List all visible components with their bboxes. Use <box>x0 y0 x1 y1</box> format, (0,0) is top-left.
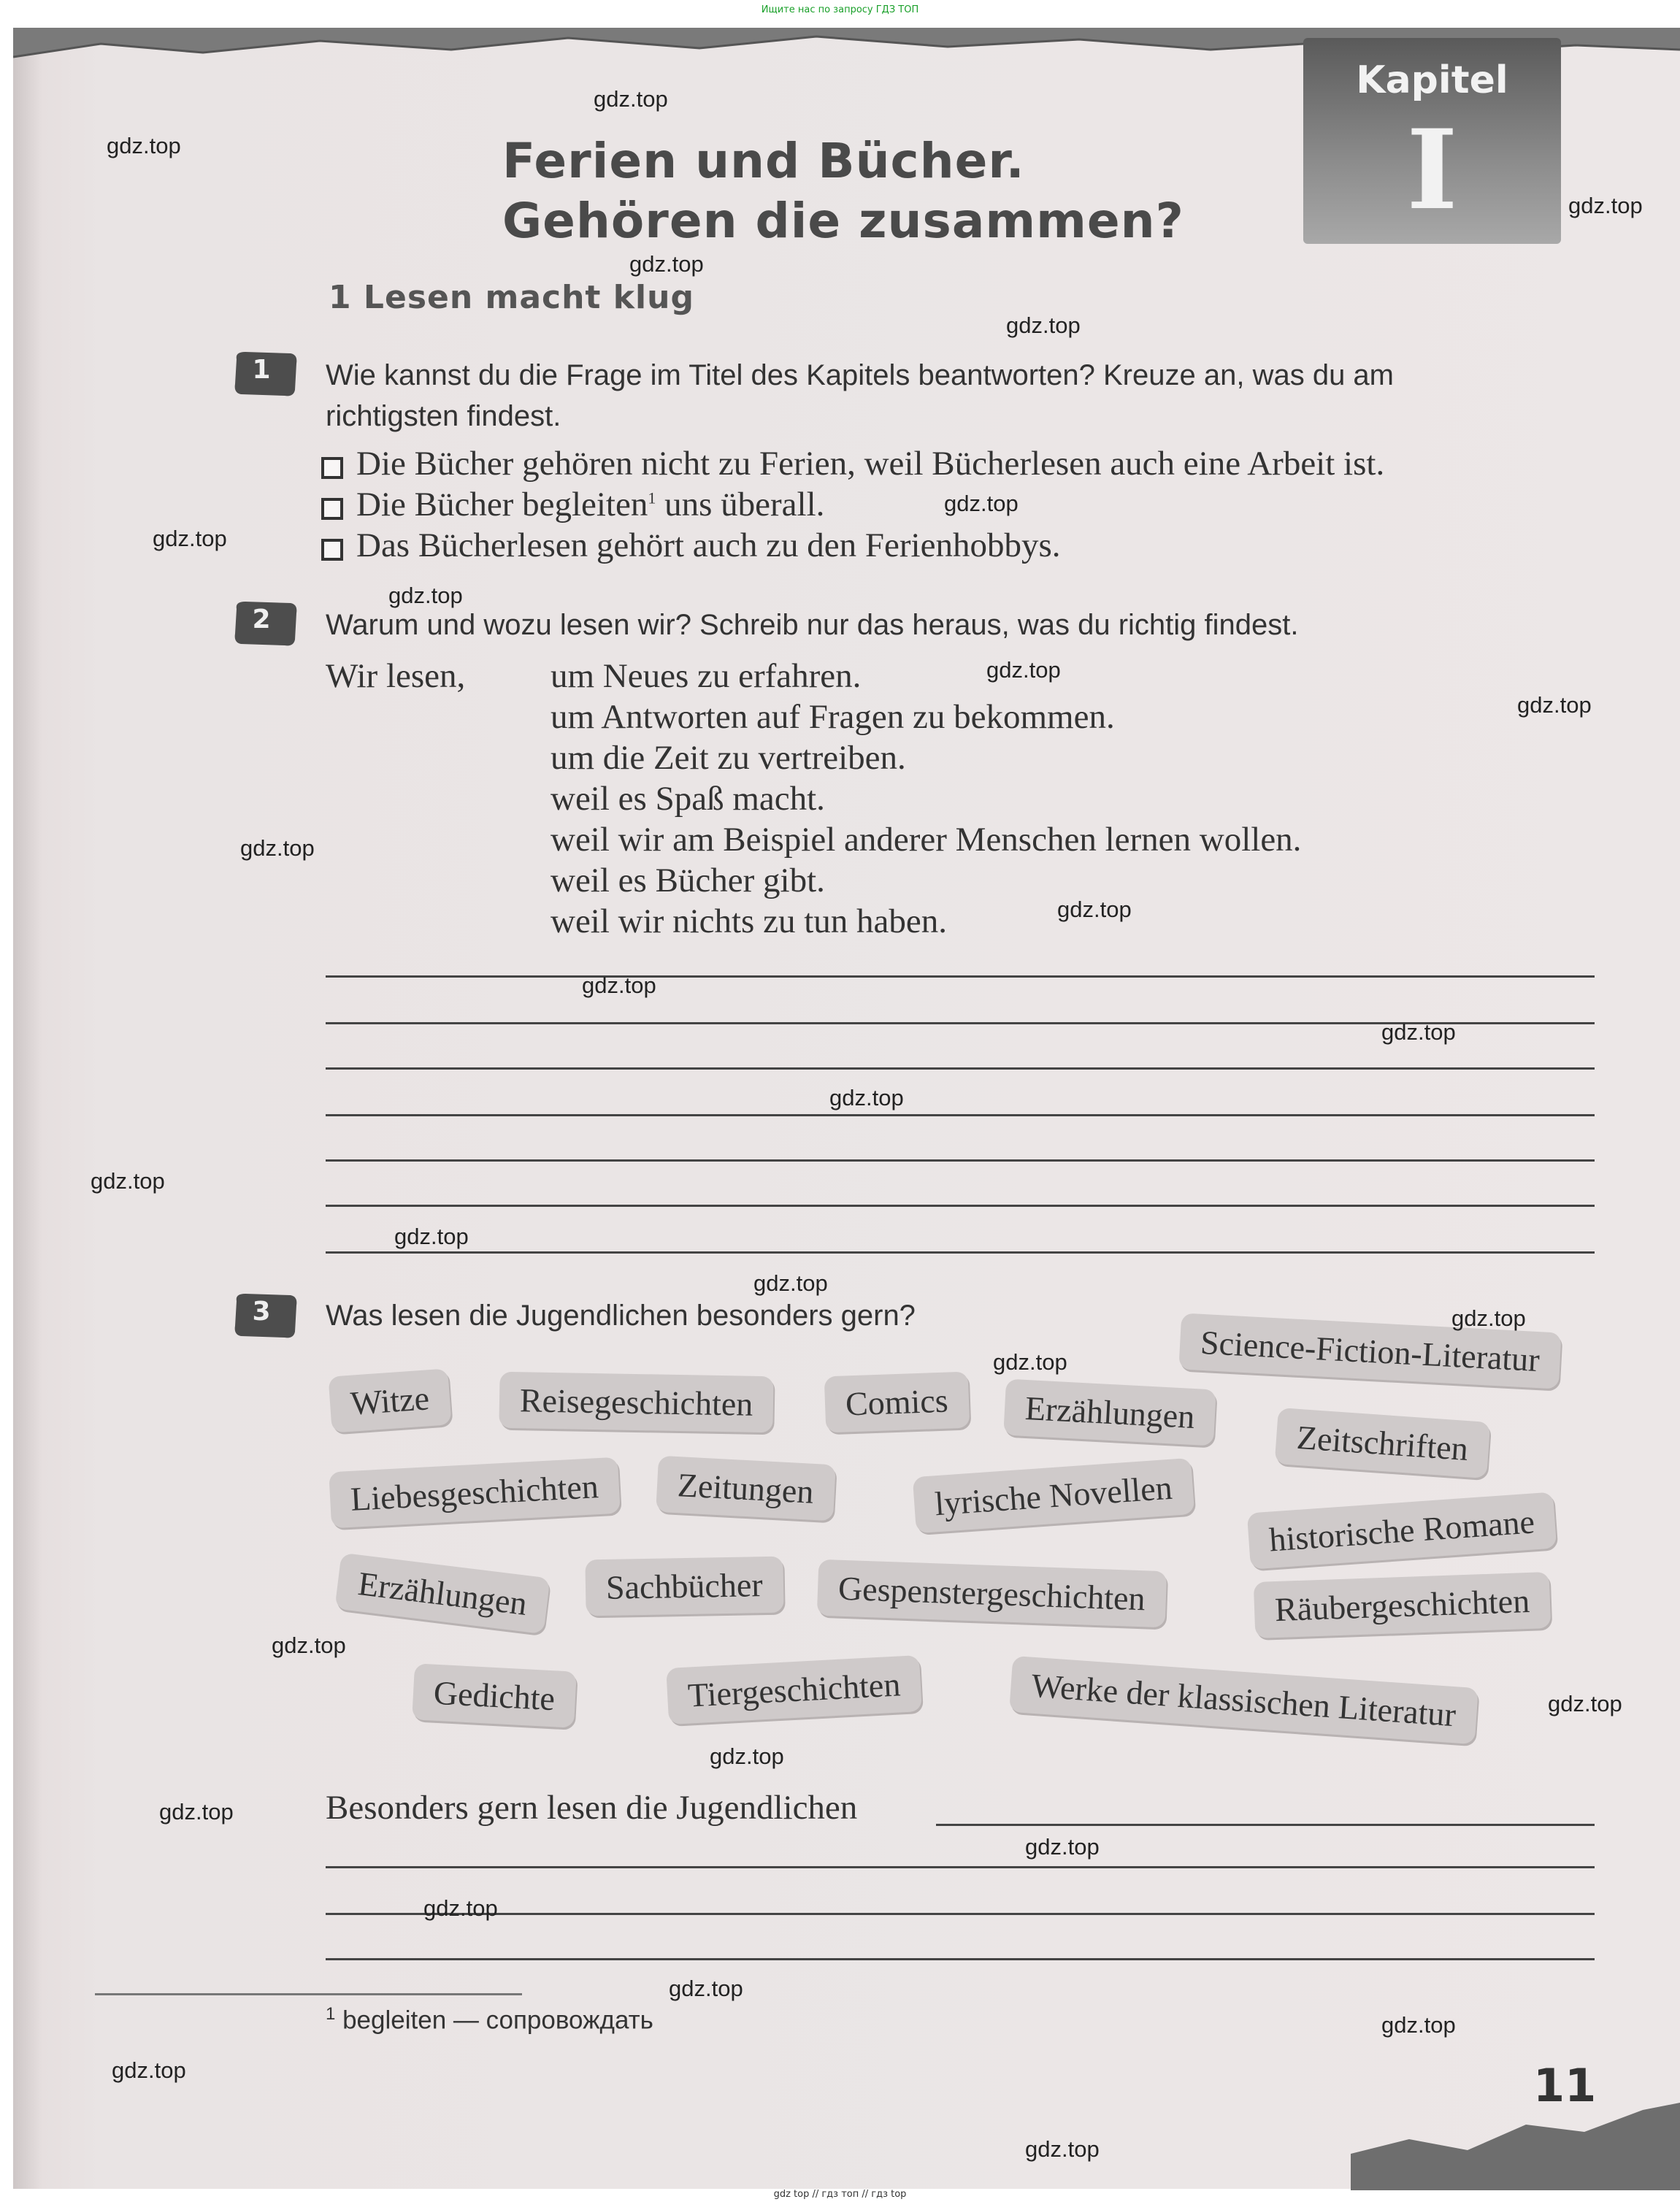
task-2-number: 2 <box>252 605 271 634</box>
answer-line[interactable] <box>326 1913 1595 1915</box>
title-line-1: Ferien und Bücher. <box>502 133 1025 189</box>
watermark: gdz.top <box>986 657 1061 683</box>
watermark: gdz.top <box>710 1743 784 1769</box>
option-2-text-rest: uns überall. <box>656 486 825 523</box>
watermark: gdz.top <box>582 972 656 998</box>
answer-line[interactable] <box>326 1958 1595 1960</box>
watermark: gdz.top <box>1548 1691 1622 1716</box>
task-1-number: 1 <box>252 355 271 385</box>
answer-line[interactable] <box>936 1824 1595 1826</box>
option-1-checkbox[interactable] <box>321 457 343 479</box>
footnote-divider <box>95 1993 522 1995</box>
genre-tag: Räubergeschichten <box>1254 1572 1551 1638</box>
option-2-checkbox[interactable] <box>321 498 343 520</box>
watermark: gdz.top <box>423 1895 498 1921</box>
watermark: gdz.top <box>1568 193 1643 218</box>
watermark: gdz.top <box>1057 897 1132 922</box>
reason-item: um die Zeit zu vertreiben. <box>551 739 906 777</box>
genre-tag: Zeitschriften <box>1275 1408 1491 1478</box>
task-2-instruction: Warum und wozu lesen wir? Schreib nur das heraus, was du richtig findest. <box>326 609 1299 641</box>
genre-tag: Witze <box>329 1368 452 1432</box>
watermark: gdz.top <box>1451 1305 1526 1331</box>
footnote <box>326 2004 653 2036</box>
genre-tag: lyrische Novellen <box>913 1458 1194 1533</box>
watermark: gdz.top <box>1025 1834 1100 1860</box>
task-2-reasons <box>551 656 1301 942</box>
reason-item: weil es Bücher gibt. <box>551 862 825 899</box>
watermark: gdz.top <box>753 1270 828 1296</box>
genre-tag: Sachbücher <box>585 1557 783 1616</box>
footnote-marker: 1 <box>326 2004 336 2024</box>
genre-tag: historische Romane <box>1247 1492 1557 1569</box>
reason-item: um Antworten auf Fragen zu bekommen. <box>551 698 1115 736</box>
watermark: gdz.top <box>993 1349 1067 1375</box>
task-3-badge <box>232 1291 299 1340</box>
task-1-badge <box>232 349 299 399</box>
watermark: gdz.top <box>594 86 668 112</box>
chapter-badge <box>1303 38 1561 244</box>
reason-item: weil es Spaß macht. <box>551 780 825 818</box>
section-heading: 1 Lesen macht klug <box>329 279 694 316</box>
page-title <box>502 131 1184 251</box>
genre-tag: Gedichte <box>412 1663 577 1728</box>
watermark: gdz.top <box>272 1632 346 1658</box>
watermark: gdz.top <box>1006 312 1081 338</box>
option-1-label: Die Bücher gehören nicht zu Ferien, weil Bücherlesen auch eine Arbeit ist. <box>356 445 1385 483</box>
answer-line[interactable] <box>326 1114 1595 1116</box>
task-2-badge <box>232 599 299 648</box>
task-2-lead: Wir lesen, <box>326 657 466 695</box>
option-3-checkbox[interactable] <box>321 539 343 561</box>
reason-item: um Neues zu erfahren. <box>551 657 862 695</box>
watermark: gdz.top <box>394 1224 469 1249</box>
chapter-numeral: I <box>1406 106 1458 234</box>
answer-line[interactable] <box>326 975 1595 978</box>
watermark: gdz.top <box>629 251 704 277</box>
watermark: gdz.top <box>1381 2012 1456 2038</box>
task-1-instruction-line-1: Wie kannst du die Frage im Titel des Kapitels beantworten? Kreuze an, was du am <box>326 359 1394 391</box>
chapter-label: Kapitel <box>1356 58 1508 102</box>
watermark: gdz.top <box>944 491 1019 516</box>
watermark: gdz.top <box>107 133 181 158</box>
genre-tag: Werke der klassischen Literatur <box>1009 1656 1478 1744</box>
watermark: gdz.top <box>669 1976 743 2001</box>
footnote-marker: 1 <box>648 488 656 507</box>
watermark: gdz.top <box>112 2057 186 2083</box>
answer-line[interactable] <box>326 1251 1595 1254</box>
watermark: gdz.top <box>153 526 227 551</box>
bottom-banner: gdz top // гдз топ // гдз top <box>773 2189 907 2200</box>
reason-item: weil wir nichts zu tun haben. <box>551 902 947 940</box>
option-3-label: Das Bücherlesen gehört auch zu den Ferienhobbys. <box>356 526 1061 564</box>
answer-prompt: Besonders gern lesen die Jugendlichen <box>326 1789 858 1827</box>
watermark: gdz.top <box>1517 692 1592 718</box>
option-2-label <box>356 485 824 524</box>
watermark: gdz.top <box>1025 2136 1100 2162</box>
genre-tag: Gespenstergeschichten <box>817 1559 1167 1628</box>
genre-tag: Comics <box>824 1372 970 1433</box>
watermark: gdz.top <box>159 1799 234 1825</box>
answer-line[interactable] <box>326 1159 1595 1162</box>
torn-paper-bottom-decoration <box>1351 2044 1680 2190</box>
task-3-instruction: Was lesen die Jugendlichen besonders gern? <box>326 1300 916 1332</box>
watermark: gdz.top <box>240 835 315 861</box>
genre-tag: Erzählungen <box>1003 1379 1216 1446</box>
title-line-2: Gehören die zusammen? <box>502 193 1184 249</box>
genre-tag: Reisegeschichten <box>499 1372 774 1433</box>
watermark: gdz.top <box>829 1085 904 1110</box>
answer-line[interactable] <box>326 1205 1595 1207</box>
top-banner: Ищите нас по запросу ГДЗ ТОП <box>761 4 919 15</box>
watermark: gdz.top <box>91 1168 165 1194</box>
answer-line[interactable] <box>326 1067 1595 1070</box>
genre-tag: Tiergeschichten <box>666 1655 922 1724</box>
footnote-text: begleiten — сопровождать <box>342 2006 653 2035</box>
answer-line[interactable] <box>326 1866 1595 1868</box>
task-3-number: 3 <box>252 1297 271 1327</box>
genre-tag: Erzählungen <box>334 1553 551 1635</box>
genre-tag: Science-Fiction-Literatur <box>1178 1313 1561 1389</box>
task-1-instruction <box>326 355 1394 437</box>
watermark: gdz.top <box>388 583 463 608</box>
page-number: 11 <box>1533 2059 1597 2112</box>
watermark: gdz.top <box>1381 1019 1456 1045</box>
option-2-text: Die Bücher begleiten <box>356 486 648 523</box>
genre-tag: Zeitungen <box>656 1456 835 1522</box>
reason-item: weil wir am Beispiel anderer Menschen lernen wollen. <box>551 821 1302 859</box>
task-1-instruction-line-2: richtigsten findest. <box>326 400 561 432</box>
genre-tag: Liebesgeschichten <box>329 1457 620 1529</box>
